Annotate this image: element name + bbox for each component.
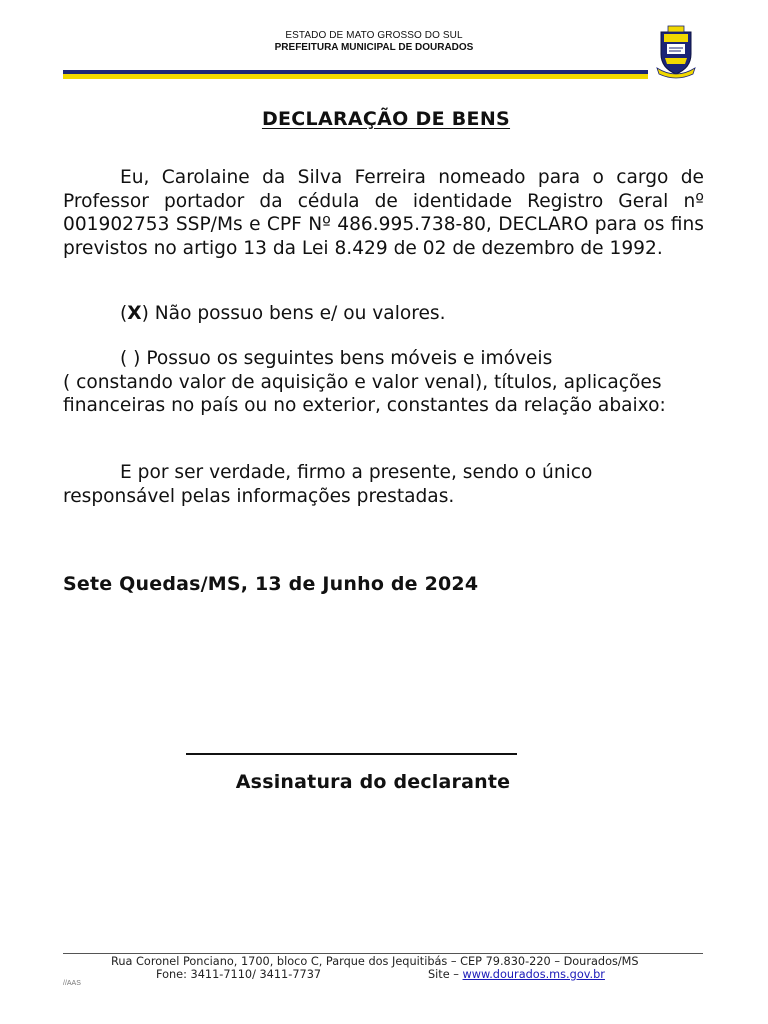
document-initials: //AAS (63, 980, 81, 987)
footer-site (428, 968, 605, 982)
option-has-assets-rest: ( constando valor de aquisição e valor venal), títulos, aplicações financeiras no país ou no exterior, constantes da relação abaixo: (63, 371, 666, 416)
option-has-assets (63, 347, 704, 418)
footer-site-link[interactable]: www.dourados.ms.gov.br (462, 968, 605, 981)
city-hall-name: PREFEITURA MUNICIPAL DE DOURADOS (274, 42, 474, 53)
option-no-assets-open: ( (120, 303, 128, 324)
state-name: ESTADO DE MATO GROSSO DO SUL (285, 30, 463, 41)
place-and-date: Sete Quedas/MS, 13 de Junho de 2024 (63, 573, 479, 595)
option-no-assets-text: ) Não possuo bens e/ ou valores. (141, 303, 446, 324)
option-no-assets (63, 302, 704, 326)
footer-phone: Fone: 3411-7110/ 3411-7737 (156, 968, 322, 981)
closing-paragraph (63, 461, 704, 508)
header-stripe-yellow (63, 74, 648, 79)
option-has-assets-line1: ( ) Possuo os seguintes bens móveis e imóveis (120, 348, 553, 369)
closing-line1: E por ser verdade, firmo a presente, sendo o único (120, 462, 593, 483)
document-title: DECLARAÇÃO DE BENS (261, 108, 511, 130)
signature-label: Assinatura do declarante (235, 771, 511, 793)
signature-line (186, 753, 517, 755)
option-no-assets-checkmark: X (127, 303, 142, 324)
closing-rest: responsável pelas informações prestadas. (63, 485, 455, 507)
declaration-paragraph: Eu, Carolaine da Silva Ferreira nomeado para o cargo de Professor portador da cédula de identidade Registro Geral nº 001902753 SSP/Ms e CPF Nº 486.995.738-80, DECLARO para os fins previstos no artigo 13 da Lei 8.429 de 02 de dezembro de 1992. (63, 167, 704, 259)
letterhead (0, 30, 748, 54)
footer-site-label: Site – (428, 968, 459, 981)
municipal-crest-icon (655, 24, 697, 80)
footer-divider (63, 953, 703, 954)
footer-address: Rua Coronel Ponciano, 1700, bloco C, Parque dos Jequitibás – CEP 79.830-220 – Dourados/MS (111, 955, 639, 968)
